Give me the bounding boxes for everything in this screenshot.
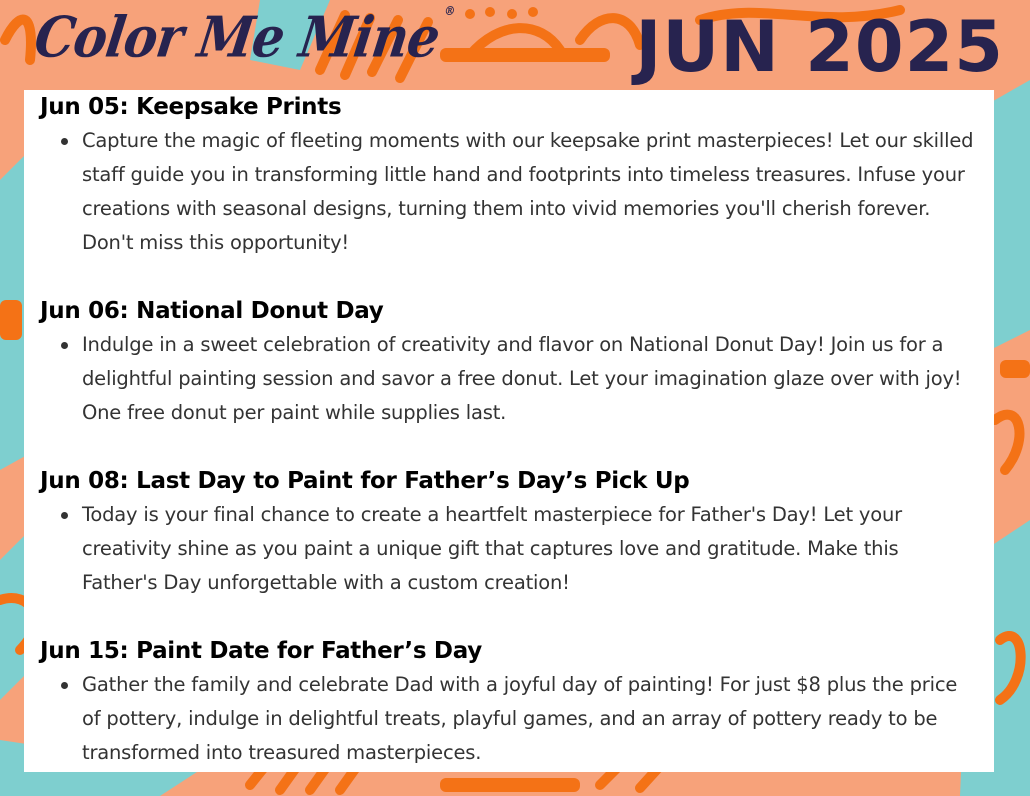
event-item bbox=[40, 294, 976, 430]
event-description: Gather the family and celebrate Dad with a joyful day of painting! For just $8 plus the price of pottery, indulge in delightful treats, playful games, and an array of pottery ready to be transformed into treasured masterpieces. bbox=[82, 668, 976, 770]
event-description: Today is your final chance to create a heartfelt masterpiece for Father's Day! Let your creativity shine as you paint a unique gift that captures love and gratitude. Make this Father's Day unforgettable with a custom creation! bbox=[82, 498, 976, 600]
event-description: Indulge in a sweet celebration of creativity and flavor on National Donut Day! Join us for a delightful painting session and savor a free donut. Let your imagination glaze over with joy! One free donut per paint while supplies last. bbox=[82, 328, 976, 430]
month-title: JUN 2025 bbox=[635, 6, 1004, 88]
event-item bbox=[40, 90, 976, 260]
event-title: Jun 08: Last Day to Paint for Father’s Day’s Pick Up bbox=[40, 468, 690, 494]
registered-mark: ® bbox=[443, 4, 456, 19]
event-title: Jun 05: Keepsake Prints bbox=[40, 94, 342, 120]
event-title: Jun 06: National Donut Day bbox=[40, 298, 384, 324]
event-item bbox=[40, 634, 976, 770]
event-description: Capture the magic of fleeting moments with our keepsake print masterpieces! Let our skilled staff guide you in transforming little hand and footprints into timeless treasures. Infuse your creations with seasonal designs, turning them into vivid memories you'll cherish forever. Don't miss this opportunity! bbox=[82, 124, 976, 260]
event-description-list bbox=[40, 498, 976, 600]
event-description-list bbox=[40, 328, 976, 430]
event-description-list bbox=[40, 668, 976, 770]
event-description-list bbox=[40, 124, 976, 260]
brand-logo bbox=[31, 4, 456, 70]
event-item bbox=[40, 464, 976, 600]
event-title: Jun 15: Paint Date for Father’s Day bbox=[40, 638, 482, 664]
events-card bbox=[24, 90, 994, 772]
brand-name: Color Me Mine bbox=[30, 4, 444, 71]
